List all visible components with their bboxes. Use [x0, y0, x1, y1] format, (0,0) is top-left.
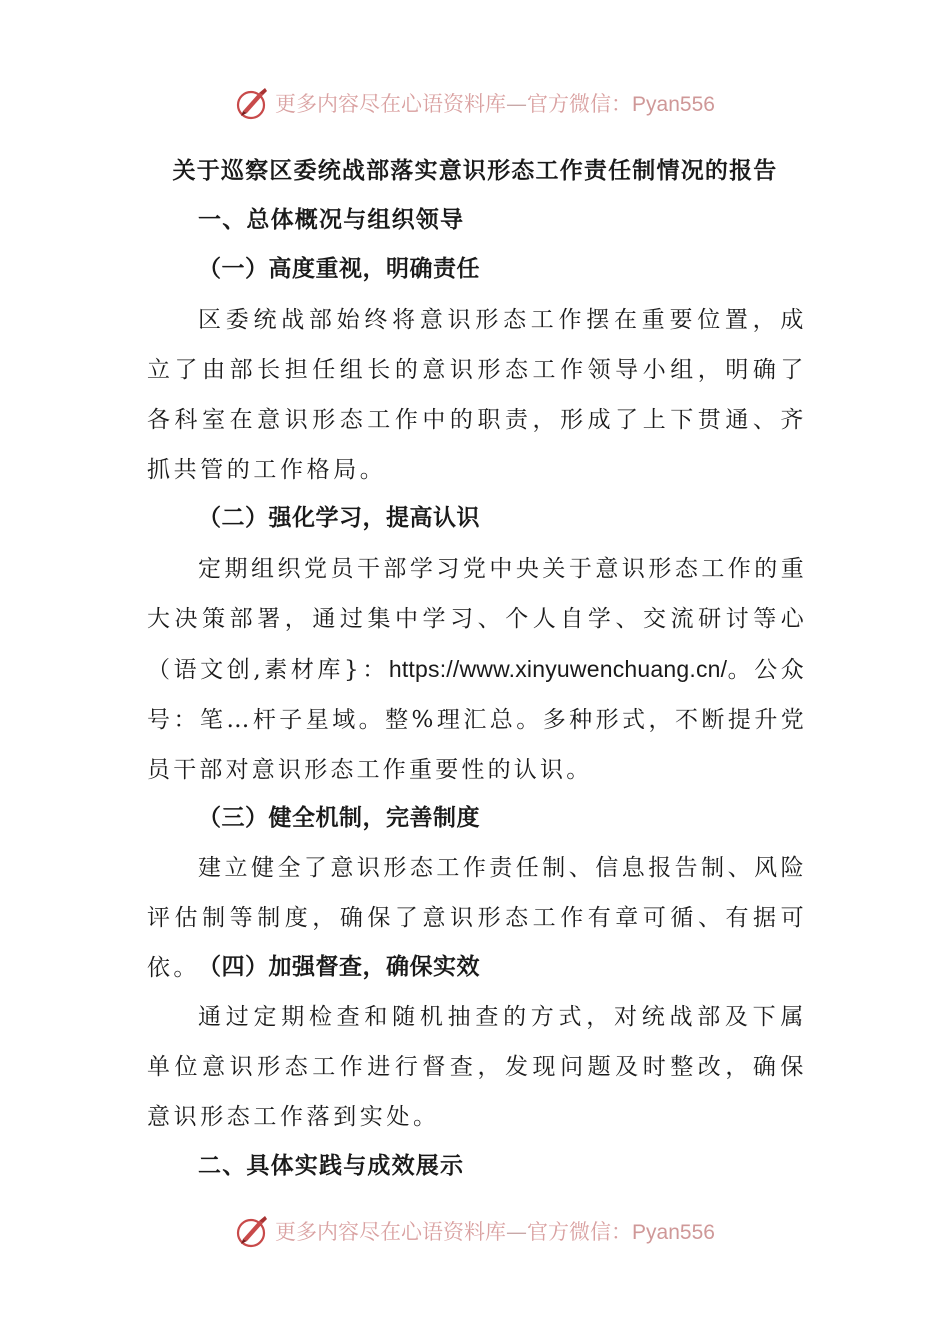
section-heading-1: 一、总体概况与组织领导: [198, 206, 465, 233]
subsection-heading-4: （四）加强督查，确保实效: [198, 953, 480, 980]
paragraph-4: 通过定期检查和随机抽查的方式，对统战部及下属单位意识形态工作进行督查，发现问题及时整改，确保意识形态工作落到实处。: [147, 1004, 807, 1130]
source-url: https://www.xinyuwenchuang.cn/: [388, 656, 728, 682]
subsection-heading-3: （三）健全机制，完善制度: [198, 804, 480, 831]
pen-circle-logo-icon: [235, 1213, 271, 1249]
watermark-header: [0, 83, 950, 123]
subsection-heading-2: （二）强化学习，提高认识: [198, 504, 480, 531]
paragraph-3: 建立健全了意识形态工作责任制、信息报告制、风险评估制等制度，确保了意识形态工作有章可循、有据可依。: [147, 855, 807, 981]
paragraph-1: 区委统战部始终将意识形态工作摆在重要位置，成立了由部长担任组长的意识形态工作领导小组，明确了各科室在意识形态工作中的职责，形成了上下贯通、齐抓共管的工作格局。: [147, 307, 807, 483]
subsection-heading-1: （一）高度重视，明确责任: [198, 255, 480, 282]
watermark-footer: [0, 1211, 950, 1251]
pen-circle-logo-icon: [235, 85, 271, 121]
watermark-text: 更多内容尽在心语资料库—官方微信：Pyan556: [275, 1220, 715, 1244]
watermark-text: 更多内容尽在心语资料库—官方微信：Pyan556: [275, 92, 715, 116]
paragraph-2: 定期组织党员干部学习党中央关于意识形态工作的重大决策部署，通过集中学习、个人自学、交流研讨等心（语文创,素材库}：https://www.xinyuwenchuang.cn/。公众号：笔…杆子星域。整%理汇总。多种形式，不断提升党员干部对意识形态工作重要性的认识。: [147, 556, 807, 783]
section-heading-2: 二、具体实践与成效展示: [198, 1152, 465, 1179]
document-title: 关于巡察区委统战部落实意识形态工作责任制情况的报告: [172, 157, 778, 184]
